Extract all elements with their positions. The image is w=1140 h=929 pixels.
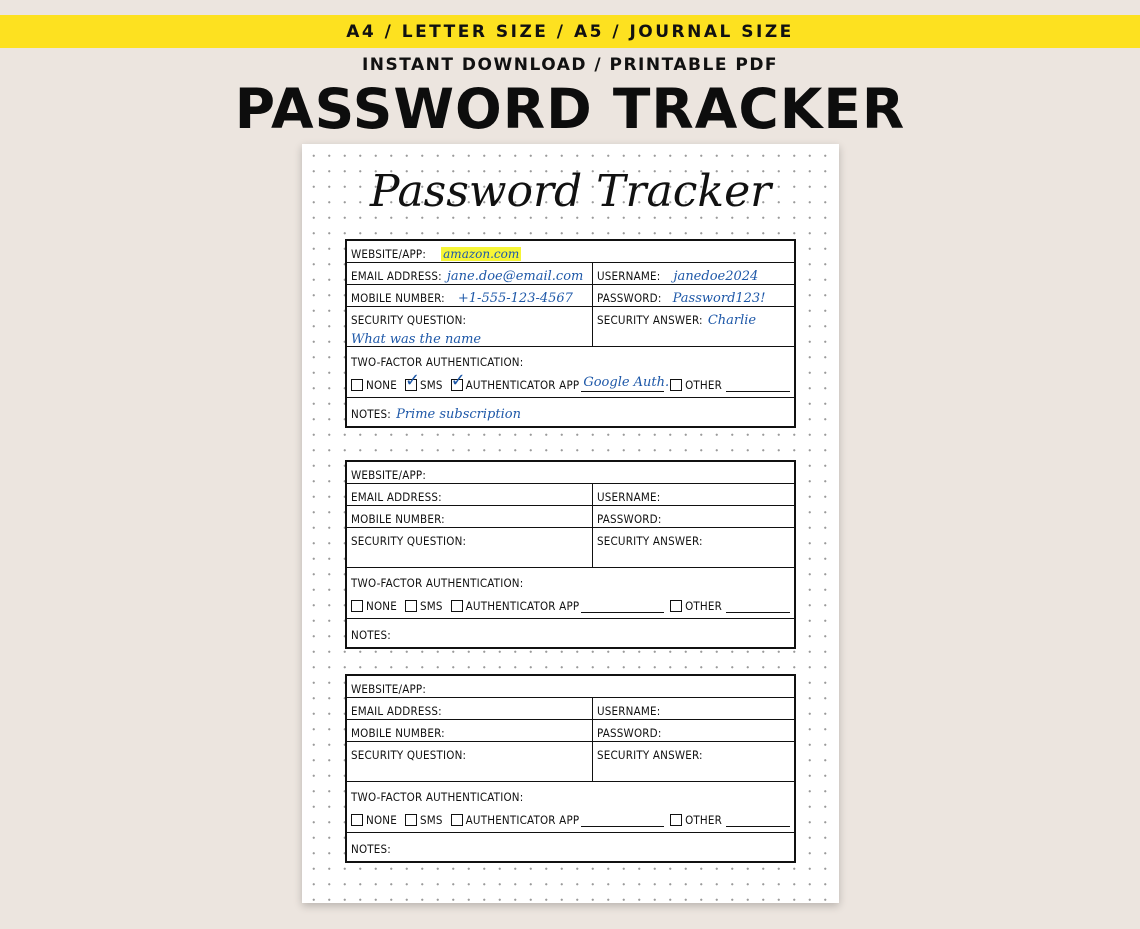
website-value[interactable]: amazon.com [443,247,520,261]
email-value[interactable]: jane.doe@email.com [446,269,584,284]
none-checkbox[interactable] [351,600,363,612]
security-row [347,307,794,347]
security-answer-label: SECURITY ANSWER: [597,313,703,327]
two-factor-label: TWO-FACTOR AUTHENTICATION: [351,790,524,804]
password-label: PASSWORD: [597,512,662,526]
other-label: OTHER [685,598,723,613]
notes-row [347,398,794,426]
security-answer-label: SECURITY ANSWER: [597,748,703,762]
check-mark-icon: ✓ [404,369,421,391]
other-checkbox[interactable] [670,600,682,612]
password-entry-card [345,239,796,428]
password-entry-card [345,674,796,863]
none-checkbox[interactable] [351,814,363,826]
size-banner [0,15,1140,48]
password-label: PASSWORD: [597,726,662,740]
password-value[interactable]: Password123! [672,291,766,306]
notes-row [347,619,794,647]
mobile-password-row [347,506,794,528]
authenticator-app-checkbox[interactable] [450,369,466,391]
authenticator-app-label: AUTHENTICATOR APP [465,812,580,827]
security-question-value[interactable]: What was the name [351,332,482,346]
security-row [347,742,794,782]
two-factor-label: TWO-FACTOR AUTHENTICATION: [351,576,524,590]
notes-label: NOTES: [351,842,391,856]
two-factor-row [347,347,794,398]
security-row [347,528,794,568]
sms-checkbox[interactable] [405,814,417,826]
none-checkbox[interactable] [351,379,363,391]
website-label: WEBSITE/APP: [351,682,427,696]
authenticator-app-name-line[interactable] [581,375,670,392]
mobile-value[interactable]: +1-555-123-4567 [457,291,573,306]
size-banner-text: A4 / LETTER SIZE / A5 / JOURNAL SIZE [346,21,794,42]
authenticator-app-label: AUTHENTICATOR APP [465,377,580,392]
printable-sheet [302,144,839,903]
password-entry-card [345,460,796,649]
website-label: WEBSITE/APP: [351,247,427,261]
mobile-label: MOBILE NUMBER: [351,726,445,740]
other-checkbox[interactable] [670,814,682,826]
none-label: NONE [366,377,397,392]
security-answer-value[interactable]: Charlie [707,313,757,328]
notes-label: NOTES: [351,407,391,421]
download-subtitle: INSTANT DOWNLOAD / PRINTABLE PDF [361,55,779,75]
email-username-row [347,263,794,285]
notes-value[interactable]: Prime subscription [396,407,521,422]
email-label: EMAIL ADDRESS: [351,490,442,504]
other-name-line[interactable] [726,377,790,392]
two-factor-label: TWO-FACTOR AUTHENTICATION: [351,355,524,369]
security-answer-label: SECURITY ANSWER: [597,534,703,548]
website-label: WEBSITE/APP: [351,468,427,482]
notes-row [347,833,794,861]
email-username-row [347,698,794,720]
authenticator-app-checkbox[interactable] [451,600,463,612]
sheet-title: Password Tracker [369,166,772,217]
mobile-label: MOBILE NUMBER: [351,512,445,526]
authenticator-app-name: Google Auth. [583,375,670,390]
authenticator-app-label: AUTHENTICATOR APP [465,598,580,613]
security-question-label: SECURITY QUESTION: [351,748,467,762]
sms-checkbox[interactable] [405,600,417,612]
product-headline: PASSWORD TRACKER [234,77,906,141]
mobile-label: MOBILE NUMBER: [351,291,445,305]
sms-label: SMS [419,377,443,392]
website-row [347,676,794,698]
other-label: OTHER [685,812,723,827]
sms-checkbox[interactable] [404,369,421,391]
email-username-row [347,484,794,506]
notes-label: NOTES: [351,628,391,642]
two-factor-row [347,568,794,619]
none-label: NONE [366,598,397,613]
username-label: USERNAME: [597,269,661,283]
other-name-line[interactable] [726,812,790,827]
sms-label: SMS [419,598,443,613]
mobile-password-row [347,285,794,307]
other-label: OTHER [685,377,723,392]
email-label: EMAIL ADDRESS: [351,269,442,283]
other-name-line[interactable] [726,598,790,613]
username-label: USERNAME: [597,490,661,504]
other-checkbox[interactable] [670,379,682,391]
authenticator-app-checkbox[interactable] [451,814,463,826]
security-question-label: SECURITY QUESTION: [351,313,467,327]
username-label: USERNAME: [597,704,661,718]
mobile-password-row [347,720,794,742]
username-value[interactable]: janedoe2024 [673,269,759,284]
check-mark-icon: ✓ [450,369,466,391]
website-row [347,241,794,263]
email-label: EMAIL ADDRESS: [351,704,442,718]
website-row [347,462,794,484]
authenticator-app-name-line[interactable] [581,598,664,613]
none-label: NONE [366,812,397,827]
authenticator-app-name-line[interactable] [581,812,664,827]
two-factor-row [347,782,794,833]
password-label: PASSWORD: [597,291,662,305]
sms-label: SMS [419,812,443,827]
security-question-label: SECURITY QUESTION: [351,534,467,548]
